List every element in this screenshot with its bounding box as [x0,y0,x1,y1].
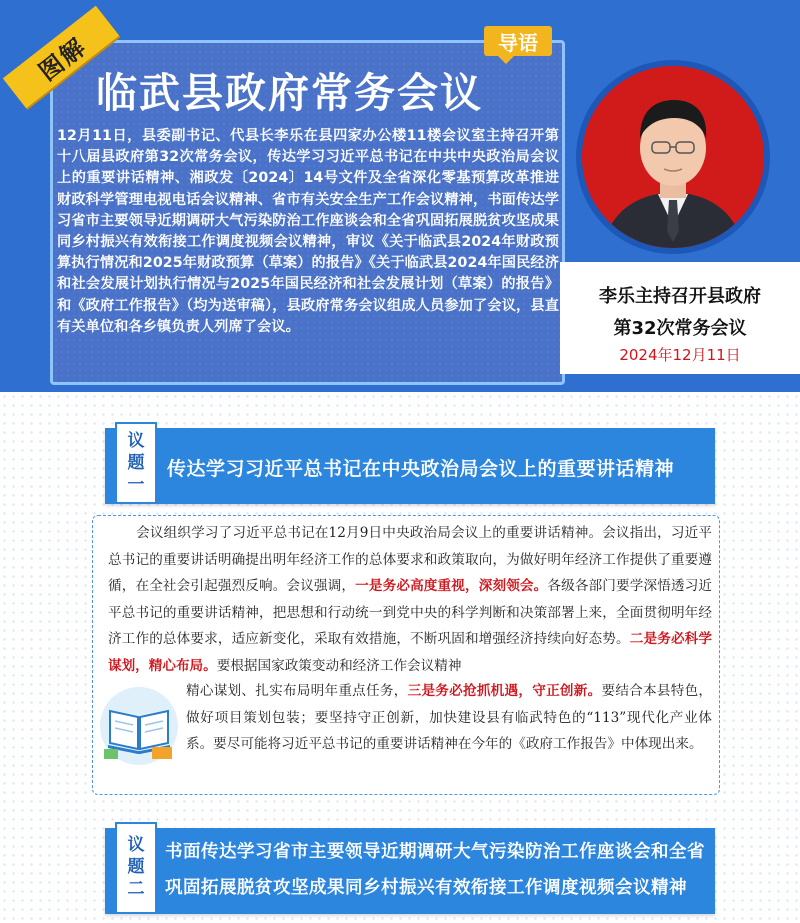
body-p3: 要根据国家政策变动和经济工作会议精神 [216,657,462,674]
portrait-photo [576,60,770,254]
agenda-2-tab [115,822,157,914]
agenda-1-tab-char-3: 一 [127,475,145,495]
agenda-1-bar [105,428,715,504]
agenda-2-title-line-2: 巩固拓展脱贫攻坚成果同乡村振兴有效衔接工作调度视频会议精神 [165,878,687,898]
agenda-1-tab [115,422,157,504]
agenda-2-tab-char-3: 二 [127,879,145,899]
tujie-label: 图解 [33,31,92,87]
agenda-1-tab-char-2: 题 [127,453,145,473]
body-p5: 要结合本县特色，做好项目策划包装；要坚持守正创新，加快建设县有临武特色的“113”现代化产业体系。要尽可能将习近平总书记的重要讲话精神在今年的《政府工作报告》中体现出来。 [186,683,713,752]
body-p4: 精心谋划、扎实布局明年重点任务， [186,683,408,699]
book-illustration [100,687,178,765]
caption-date: 2024年12月11日 [619,346,741,364]
agenda-1-body-top [108,520,712,679]
agenda-2-title-line-1: 书面传达学习省市主要领导近期调研大气污染防治工作座谈会和全省 [165,842,705,862]
agenda-1-body-bottom [186,678,712,758]
body-p1: 会议组织学习了习近平总书记在12月9日中央政治局会议上的重要讲话精神。会议指出，习近平总书记的重要讲话明确提出明年经济工作的总体要求和政策取向，为做好明年经济工作提供了重要遵循，在全社会引起强烈反响。会议强调， [108,525,712,594]
body-highlight-1: 一是务必高度重视，深刻领会。 [355,578,548,594]
agenda-1-title: 传达学习习近平总书记在中央政治局会议上的重要讲话精神 [167,458,675,480]
person-portrait-icon [582,66,764,248]
body-p2: 各级各部门要学深悟透习近平总书记的重要讲话精神，把思想和行动统一到党中央的科学判断和决策部署上来，全面贯彻明年经济工作的总体要求，适应新变化，采取有效措施，不断巩固和增强经济持续向好态势。 [108,578,713,647]
open-book-icon [100,687,178,765]
agenda-2-bar [105,828,715,914]
body-highlight-2: 二是务必科学谋划，精心布局。 [108,631,713,674]
body-highlight-3: 三是务必抢抓机遇，守正创新。 [407,683,602,699]
daoyu-tag: 导语 [484,26,552,56]
agenda-2-tab-char-1: 议 [127,835,145,855]
agenda-2-tab-char-2: 题 [127,857,145,877]
intro-text: 12月11日，县委副书记、代县长李乐在县四家办公楼11楼会议室主持召开第十八届县政府第32次常务会议，传达学习习近平总书记在中共中央政治局会议上的重要讲话精神、湘政发〔2024〕14号文件及全省深化零基预算改革推进财政科学管理电视电话会议精神、省市有关安全生产工作会议精神，书面传达学习省市主要领导近期调研大气污染防治工作座谈会和全省巩固拓展脱贫攻坚成果同乡村振兴有效衔接工作调度视频会议精神，审议《关于临武县2024年财政预算执行情况和2025年财政预算（草案）的报告》《关于临武县2024年国民经济和社会发展计划执行情况与2025年国民经济和社会发展计划（草案）的报告》和《政府工作报告》（均为送审稿），县政府常务会议组成人员参加了会议，县直有关单位和各乡镇负责人列席了会议。 [57,128,559,335]
page-title: 临武县政府常务会议 [96,69,483,117]
caption-line-1: 李乐主持召开县政府 [599,286,761,307]
agenda-1-tab-char-1: 议 [127,431,145,451]
photo-caption [560,262,800,374]
caption-line-2: 第32次常务会议 [613,318,747,339]
